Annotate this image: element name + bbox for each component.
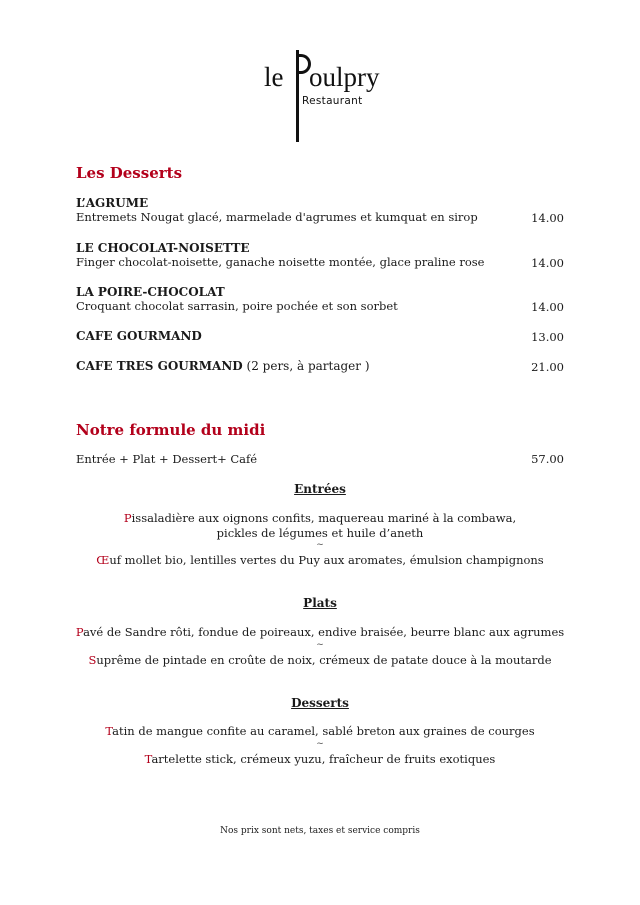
entree-dish: Œuf mollet bio, lentilles vertes du Puy aux aromates, émulsion champignons <box>96 553 544 567</box>
item-desc: Entremets Nougat glacé, marmelade d'agrumes et kumquat en sirop <box>76 210 478 224</box>
item-desc: Finger chocolat-noisette, ganache noisette montée, glace praline rose <box>76 255 485 269</box>
dessert-item <box>76 359 564 373</box>
dessert-item <box>76 329 564 343</box>
dish-separator: ~ <box>316 739 324 749</box>
restaurant-logo <box>262 48 382 148</box>
dish-separator: ~ <box>316 540 324 550</box>
formule-description: Entrée + Plat + Dessert+ Café <box>76 452 258 466</box>
dessert-item <box>76 196 564 224</box>
logo-text-name: oulpry <box>309 62 380 92</box>
item-price: 14.00 <box>531 211 564 225</box>
desserts-title: Les Desserts <box>76 164 183 182</box>
price-footnote: Nos prix sont nets, taxes et service compris <box>220 826 420 836</box>
item-desc: Croquant chocolat sarrasin, poire pochée et son sorbet <box>76 299 398 313</box>
dish-separator: ~ <box>316 640 324 650</box>
item-name: CAFE GOURMAND <box>76 329 202 343</box>
formule-price: 57.00 <box>531 452 564 466</box>
plat-dish: Suprême de pintade en croûte de noix, crémeux de patate douce à la moutarde <box>88 653 552 667</box>
item-price: 14.00 <box>531 300 564 314</box>
item-price: 21.00 <box>531 360 564 374</box>
entrees-heading: Entrées <box>294 482 346 496</box>
item-price: 14.00 <box>531 256 564 270</box>
logo-subtitle: Restaurant <box>302 95 363 107</box>
formule-dessert-dish: Tatin de mangue confite au caramel, sablé breton aux graines de courges <box>105 724 535 738</box>
formule-desserts-heading: Desserts <box>291 696 349 710</box>
dessert-item <box>76 241 564 269</box>
item-name: LA POIRE-CHOCOLAT <box>76 285 225 299</box>
item-name: LE CHOCOLAT-NOISETTE <box>76 241 250 255</box>
formule-dessert-dish: Tartelette stick, crémeux yuzu, fraîcheur de fruits exotiques <box>144 752 496 766</box>
logo-text-le: le <box>264 62 284 92</box>
item-name: CAFE TRES GOURMAND <box>76 359 243 373</box>
item-note: (2 pers, à partager ) <box>242 359 370 373</box>
entree-dish: Pissaladière aux oignons confits, maquereau mariné à la combawa, pickles de légumes et huile d’aneth <box>123 511 517 540</box>
plat-dish: Pavé de Sandre rôti, fondue de poireaux, endive braisée, beurre blanc aux agrumes <box>75 625 565 639</box>
item-price: 13.00 <box>531 330 564 344</box>
formule-line <box>76 452 564 466</box>
formule-title: Notre formule du midi <box>76 421 266 439</box>
item-name: L’AGRUME <box>76 196 149 210</box>
plats-heading: Plats <box>303 596 337 610</box>
dessert-item <box>76 285 564 313</box>
